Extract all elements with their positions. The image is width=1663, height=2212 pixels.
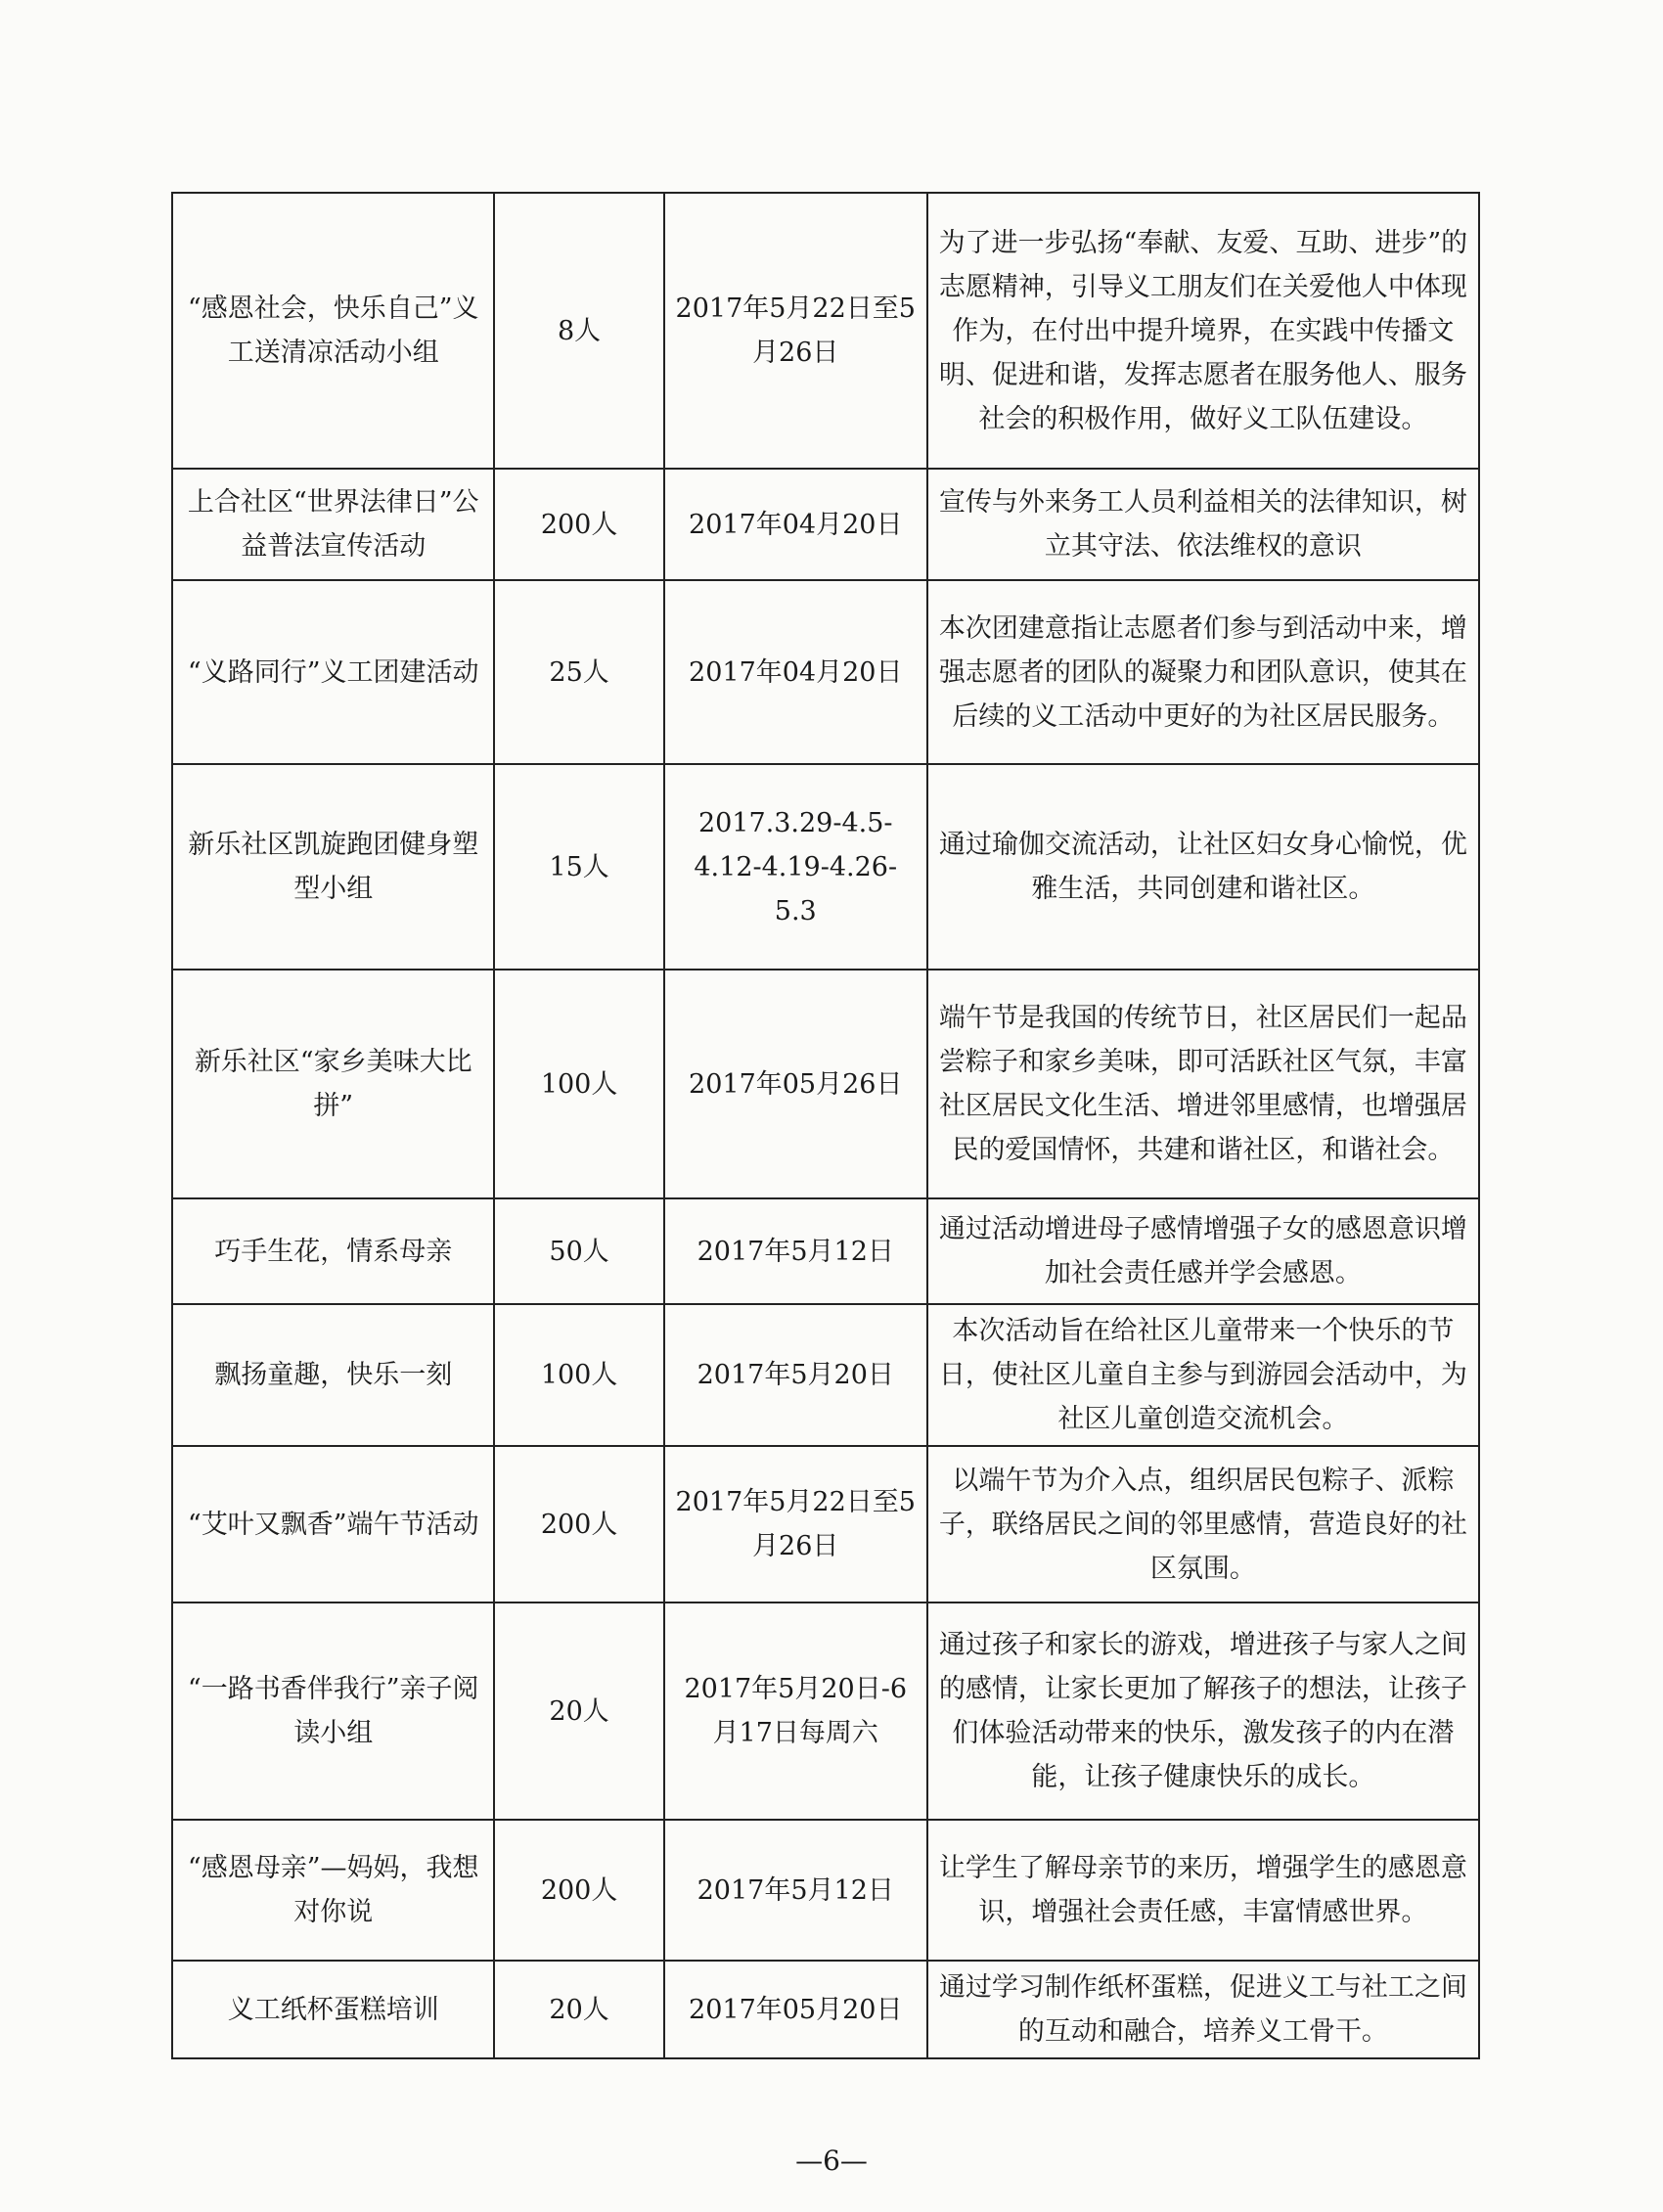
participant-count: 200人 [494, 469, 663, 580]
activity-description: 通过孩子和家长的游戏，增进孩子与家人之间的感情，让家长更加了解孩子的想法，让孩子们体验活动带来的快乐，激发孩子的内在潜能，让孩子健康快乐的成长。 [927, 1603, 1479, 1820]
activity-description: 通过瑜伽交流活动，让社区妇女身心愉悦，优雅生活，共同创建和谐社区。 [927, 764, 1479, 970]
participant-count: 20人 [494, 1603, 663, 1820]
activity-name: 新乐社区“家乡美味大比拼” [172, 970, 494, 1198]
activity-time: 2017.3.29-4.5-4.12-4.19-4.26-5.3 [664, 764, 927, 970]
activity-time: 2017年5月20日 [664, 1304, 927, 1446]
activity-name: “感恩母亲”—妈妈，我想对你说 [172, 1820, 494, 1961]
activity-description: 本次团建意指让志愿者们参与到活动中来，增强志愿者的团队的凝聚力和团队意识，使其在后续的义工活动中更好的为社区居民服务。 [927, 580, 1479, 764]
participant-count: 25人 [494, 580, 663, 764]
activity-time: 2017年5月20日-6月17日每周六 [664, 1603, 927, 1820]
activity-time: 2017年5月12日 [664, 1820, 927, 1961]
activity-name: “感恩社会，快乐自己”义工送清凉活动小组 [172, 193, 494, 469]
table-row [172, 580, 1479, 764]
activity-name: “义路同行”义工团建活动 [172, 580, 494, 764]
activity-description: 通过学习制作纸杯蛋糕，促进义工与社工之间的互动和融合，培养义工骨干。 [927, 1961, 1479, 2058]
activity-time: 2017年04月20日 [664, 580, 927, 764]
activity-time: 2017年05月20日 [664, 1961, 927, 2058]
table-row [172, 1446, 1479, 1603]
activity-description: 以端午节为介入点，组织居民包粽子、派粽子，联络居民之间的邻里感情，营造良好的社区氛围。 [927, 1446, 1479, 1603]
participant-count: 50人 [494, 1198, 663, 1304]
activity-description: 宣传与外来务工人员利益相关的法律知识，树立其守法、依法维权的意识 [927, 469, 1479, 580]
participant-count: 15人 [494, 764, 663, 970]
activity-description: 为了进一步弘扬“奉献、友爱、互助、进步”的志愿精神，引导义工朋友们在关爱他人中体现作为，在付出中提升境界，在实践中传播文明、促进和谐，发挥志愿者在服务他人、服务社会的积极作用，做好义工队伍建设。 [927, 193, 1479, 469]
activity-name: 巧手生花，情系母亲 [172, 1198, 494, 1304]
activity-description: 本次活动旨在给社区儿童带来一个快乐的节日，使社区儿童自主参与到游园会活动中，为社区儿童创造交流机会。 [927, 1304, 1479, 1446]
participant-count: 200人 [494, 1820, 663, 1961]
activity-name: “一路书香伴我行”亲子阅读小组 [172, 1603, 494, 1820]
table-row [172, 193, 1479, 469]
activity-name: 上合社区“世界法律日”公益普法宣传活动 [172, 469, 494, 580]
participant-count: 100人 [494, 1304, 663, 1446]
participant-count: 8人 [494, 193, 663, 469]
activity-time: 2017年5月22日至5月26日 [664, 1446, 927, 1603]
activity-description: 让学生了解母亲节的来历，增强学生的感恩意识，增强社会责任感，丰富情感世界。 [927, 1820, 1479, 1961]
participant-count: 200人 [494, 1446, 663, 1603]
activity-description: 通过活动增进母子感情增强子女的感恩意识增加社会责任感并学会感恩。 [927, 1198, 1479, 1304]
activity-name: 义工纸杯蛋糕培训 [172, 1961, 494, 2058]
activity-name: “艾叶又飘香”端午节活动 [172, 1446, 494, 1603]
activity-time: 2017年5月22日至5月26日 [664, 193, 927, 469]
activity-description: 端午节是我国的传统节日，社区居民们一起品尝粽子和家乡美味，即可活跃社区气氛，丰富社区居民文化生活、增进邻里感情，也增强居民的爱国情怀，共建和谐社区，和谐社会。 [927, 970, 1479, 1198]
table-row [172, 1304, 1479, 1446]
table-row [172, 764, 1479, 970]
activities-table [171, 192, 1480, 2059]
table-row [172, 469, 1479, 580]
page-number: —6— [795, 2144, 868, 2177]
table-row [172, 1961, 1479, 2058]
activity-time: 2017年5月12日 [664, 1198, 927, 1304]
activity-name: 新乐社区凯旋跑团健身塑型小组 [172, 764, 494, 970]
activity-name: 飘扬童趣，快乐一刻 [172, 1304, 494, 1446]
participant-count: 100人 [494, 970, 663, 1198]
activity-time: 2017年04月20日 [664, 469, 927, 580]
table-row [172, 970, 1479, 1198]
table-row [172, 1603, 1479, 1820]
activity-time: 2017年05月26日 [664, 970, 927, 1198]
participant-count: 20人 [494, 1961, 663, 2058]
table-row [172, 1820, 1479, 1961]
table-row [172, 1198, 1479, 1304]
